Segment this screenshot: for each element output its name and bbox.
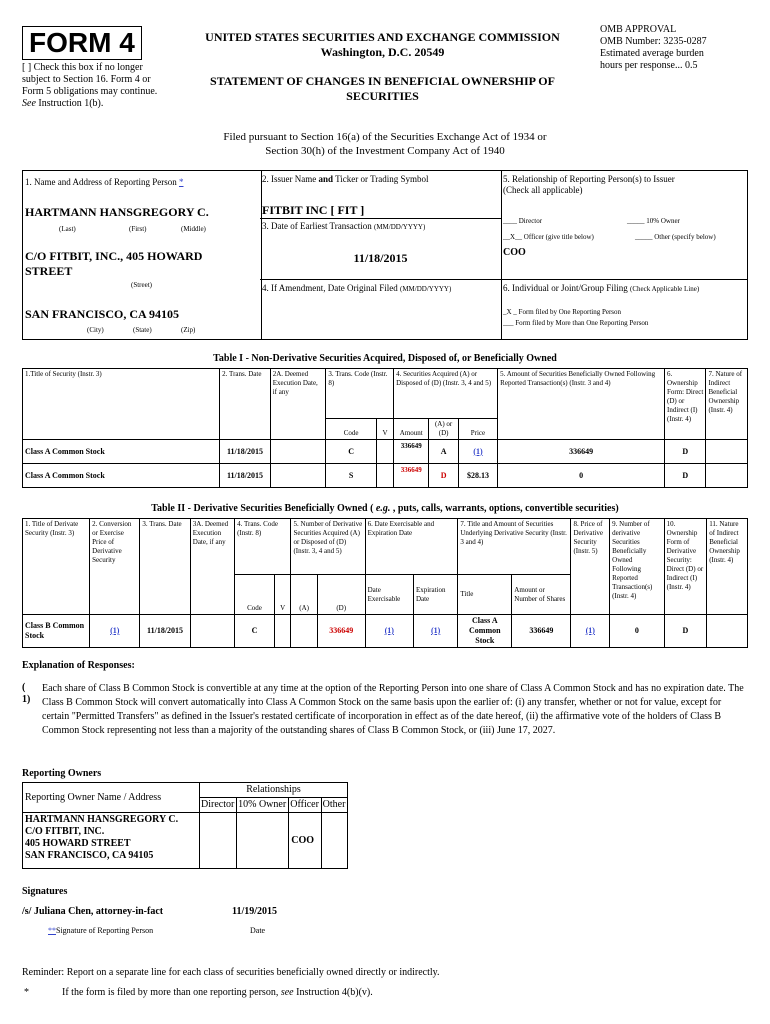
owner-other-cell [321,813,347,869]
box5-label [503,174,743,196]
t2-h6: 6. Date Exercisable and Expiration Date [365,519,458,575]
box2-and: and [318,174,333,184]
box1-ref-link[interactable]: * [178,177,184,187]
reporting-person-city: SAN FRANCISCO, CA 94105 [25,307,180,321]
t2-r1-v [274,615,291,648]
t1-h7: 7. Nature of Indirect Beneficial Ownership (Instr. 4) [706,369,748,440]
first-label: (First) [129,225,147,233]
director-option: ____ Director [503,217,543,225]
t2-h4: 4. Trans. Code (Instr. 8) [235,519,291,575]
issuer-name: FITBIT INC [ FIT ] [262,203,365,217]
owners-col-relationships: Relationships [200,783,348,798]
owner-line-1: HARTMANN HANSGREGORY C. [25,814,179,825]
t2-h2: 2. Conversion or Exercise Price of Derivative Security [90,519,140,615]
filed-pursuant [22,130,748,158]
t1-r2-code: S [326,464,377,488]
t2-r1-code: C [235,615,275,648]
owners-table [22,782,348,869]
omb-block [600,24,760,72]
owner-officer-cell: COO [289,813,321,869]
t2-h3a: 3A. Deemed Execution Date, if any [190,519,234,615]
filed-pursuant-line-2: Section 30(h) of the Investment Company Act of 1940 [265,145,505,157]
t1-r1-nature [706,440,748,464]
city-label: (City) [87,326,104,334]
t2-r1-underlying-amount: 336649 [512,615,571,648]
one-person-option: _X _ Form filed by One Reporting Person [503,308,622,316]
explanation-note-text: Each share of Class B Common Stock is convertible at any time at the option of the Reporting Person into one share of Class A Common Stock and has no expiration date. The Class B Common Stock will convert automatically into Class A Common Stock on the same basis upon the earlier of: (i) any transfer, whether or not for value, except for certain "Permitted Transfers" as defined in the Issuer's restated certificate of incorporation in effect as of the date hereof, (ii) the affirmative vote of the holders of Class B Common Stock representing not less than a majority of the outstanding shares of Class B Common Stock, or (iii) June 17, 2027. [42,683,744,736]
table2-title-pre: Table II - Derivative Securities Beneficially Owned ( [151,503,374,514]
t2-h11: 11. Nature of Indirect Beneficial Ownership (Instr. 4) [707,519,748,615]
t1-h6: 6. Ownership Form: Direct (D) or Indirect (I) (Instr. 4) [665,369,706,440]
box-issuer [260,170,502,340]
t1-sub-aord: (A) or (D) [429,419,458,440]
t1-r1-amount: 336649 [394,440,429,464]
t1-r2-owned: 0 [498,464,665,488]
box6-label-text: 6. Individual or Joint/Group Filing [503,283,628,293]
t2-r1-owned: 0 [610,615,664,648]
ten-percent-option: _____ 10% Owner [627,217,680,225]
t2-sub-code: Code [235,575,275,615]
t1-sub-v: V [376,419,393,440]
table-row [23,464,748,488]
footer-star-text [62,987,373,999]
footer-star-post: Instruction 4(b)(v). [296,987,373,998]
box3-format: (MM/DD/YYYY) [373,223,426,231]
owners-col-name: Reporting Owner Name / Address [23,783,200,813]
t2-r1-exercisable-link[interactable]: (1) [365,615,413,648]
box1-label [25,177,183,188]
explanation-heading: Explanation of Responses: [22,660,135,671]
burden-line-2: hours per response... 0.5 [600,60,698,71]
t2-h3: 3. Trans. Date [140,519,190,615]
box4-label [262,283,451,294]
t2-h9: 9. Number of derivative Securities Beneficially Owned Following Reported Transaction(s) (Instr. 4) [610,519,664,615]
signature-date: 11/19/2015 [232,906,278,917]
agency-address: Washington, D.C. 20549 [320,45,445,59]
date-label: Date [250,926,266,935]
owner-name-address [23,813,200,869]
t1-r2-aord: D [429,464,458,488]
signature-label [48,926,153,936]
t1-r1-deemed [270,440,326,464]
explanation-note-number: ( 1) [22,682,31,705]
box1-label-text: 1. Name and Address of Reporting Person [25,177,177,187]
owners-col-director: Director [200,798,237,813]
t2-h10: 10. Ownership Form of Derivative Security: Direct (D) or Indirect (I) (Instr. 4) [664,519,707,615]
owners-heading: Reporting Owners [22,768,102,779]
t1-r2-title: Class A Common Stock [23,464,220,488]
t2-sub-exercisable: Date Exercisable [365,575,413,615]
table-row [23,440,748,464]
see-text: See [22,98,36,109]
box5-sub: (Check all applicable) [503,185,583,195]
t2-r1-underlying-title: Class A Common Stock [458,615,512,648]
state-label: (State) [133,326,152,334]
omb-approval: OMB APPROVAL [600,24,677,35]
t2-sub-d: (D) [317,575,365,615]
owners-col-officer: Officer [289,798,321,813]
t2-r1-derivative-price-link[interactable]: (1) [571,615,610,648]
table2-title-post: , puts, calls, warrants, options, convertible securities) [392,503,619,514]
burden-line-1: Estimated average burden [600,48,704,59]
box4-label-text: 4. If Amendment, Date Original Filed [262,283,398,293]
t2-r1-title: Class B Common Stock [23,615,90,648]
owner-line-2: C/O FITBIT, INC. [25,826,105,837]
box-relationship [501,170,748,340]
reporting-person-name: HARTMANN HANSGREGORY C. [25,205,209,219]
street-label: (Street) [131,281,152,289]
t1-r1-title: Class A Common Stock [23,440,220,464]
divider [501,279,747,280]
owners-col-other: Other [321,798,347,813]
t1-r2-deemed [270,464,326,488]
owner-director-cell [200,813,237,869]
t2-r1-price-link[interactable]: (1) [90,615,140,648]
form-title: FORM 4 [22,26,142,60]
table2-title [22,503,748,515]
box2-label-post: Ticker or Trading Symbol [335,174,429,184]
box3-label-text: 3. Date of Earliest Transaction [262,221,372,231]
t1-r1-form: D [665,440,706,464]
instruction-ref: Instruction 1(b). [38,98,104,109]
t2-r1-nature [707,615,748,648]
t1-h3: 3. Trans. Code (Instr. 8) [326,369,394,419]
t1-r1-v [376,440,393,464]
agency-name: UNITED STATES SECURITIES AND EXCHANGE COMMISSION [205,30,560,44]
table1-title: Table I - Non-Derivative Securities Acquired, Disposed of, or Beneficially Owned [213,353,557,364]
check-box-notice [22,62,172,110]
t2-sub-title: Title [458,575,512,615]
table2 [22,518,748,648]
owner-ten-percent-cell [237,813,289,869]
t1-r1-price-link[interactable]: (1) [458,440,497,464]
t1-r2-amount: 336649 [394,464,429,488]
t1-r2-price: $28.13 [458,464,497,488]
t1-r1-owned: 336649 [498,440,665,464]
t1-r2-nature [706,464,748,488]
t2-h7: 7. Title and Amount of Securities Underlying Derivative Security (Instr. 3 and 4) [458,519,571,575]
table-row [23,813,348,869]
other-option: _____ Other (specify below) [635,233,716,241]
t1-h2a: 2A. Deemed Execution Date, if any [270,369,326,440]
t2-sub-expiration: Expiration Date [413,575,457,615]
t1-sub-price: Price [458,419,497,440]
divider [260,279,501,280]
t1-h1: 1.Title of Security (Instr. 3) [23,369,220,440]
t2-r1-deemed [190,615,234,648]
t2-r1-a [291,615,317,648]
earliest-transaction-date: 11/18/2015 [353,251,408,265]
signature-label-text: Signature of Reporting Person [56,926,154,935]
reminder-text: Reminder: Report on a separate line for each class of securities beneficially owned directly or indirectly. [22,967,440,978]
t2-sub-a: (A) [291,575,317,615]
t2-r1-form: D [664,615,707,648]
t1-r2-v [376,464,393,488]
table-row [23,615,748,648]
check-box-text: [ ] Check this box if no longer subject to Section 16. Form 4 or Form 5 obligations may continue. [22,62,158,97]
filed-pursuant-line-1: Filed pursuant to Section 16(a) of the Securities Exchange Act of 1934 or [223,131,547,143]
t2-r1-date: 11/18/2015 [140,615,190,648]
divider [260,218,501,219]
t1-r1-code: C [326,440,377,464]
box4-format: (MM/DD/YYYY) [399,285,452,293]
box3-label [262,221,425,232]
zip-label: (Zip) [181,326,196,334]
t2-r1-expiration-link[interactable]: (1) [413,615,457,648]
agency-block [175,30,590,60]
box2-label [262,174,429,185]
t1-h2: 2. Trans. Date [220,369,271,440]
t1-sub-amount: Amount [394,419,429,440]
t1-r1-aord: A [429,440,458,464]
t1-h5: 5. Amount of Securities Beneficially Owned Following Reported Transaction(s) (Instr. 3 and 4) [498,369,665,440]
officer-option: __X__ Officer (give title below) [503,233,594,241]
box5-label-text: 5. Relationship of Reporting Person(s) to Issuer [503,174,675,184]
last-label: (Last) [59,225,76,233]
t1-h4: 4. Securities Acquired (A) or Disposed of (D) (Instr. 3, 4 and 5) [394,369,498,419]
footer-star: * [24,987,29,998]
form-title-box [22,26,142,60]
t2-r1-d: 336649 [317,615,365,648]
t1-r1-date: 11/18/2015 [220,440,271,464]
table2-title-eg: e.g. [375,503,391,514]
reporting-person-street: C/O FITBIT, INC., 405 HOWARD STREET [25,249,203,278]
t1-r2-form: D [665,464,706,488]
t2-sub-v: V [274,575,291,615]
box2-label-pre: 2. Issuer Name [262,174,317,184]
footer-star-see: see [280,987,294,998]
signatures-heading: Signatures [22,886,68,897]
middle-label: (Middle) [181,225,206,233]
t2-sub-amount: Amount or Number of Shares [512,575,571,615]
t1-sub-code: Code [326,419,377,440]
omb-number: OMB Number: 3235-0287 [600,36,707,47]
box6-label [503,283,747,294]
t1-r2-date: 11/18/2015 [220,464,271,488]
signature-ref-link[interactable]: ** [48,926,56,935]
statement-title: STATEMENT OF CHANGES IN BENEFICIAL OWNERSHIP OF SECURITIES [210,74,555,103]
t2-h1: 1. Title of Derivate Security (Instr. 3) [23,519,90,615]
owners-col-ten-percent: 10% Owner [237,798,289,813]
table1 [22,368,748,488]
t2-h8: 8. Price of Derivative Security (Instr. 5) [571,519,610,615]
box6-sub: (Check Applicable Line) [630,285,700,293]
owner-line-4: SAN FRANCISCO, CA 94105 [25,850,154,861]
owner-line-3: 405 HOWARD STREET [25,838,131,849]
box-reporting-person [22,170,262,340]
footer-star-pre: If the form is filed by more than one reporting person, [62,987,279,998]
officer-title: COO [503,247,526,258]
more-persons-option: ___ Form filed by More than One Reporting Person [503,319,649,327]
signer-name: /s/ Juliana Chen, attorney-in-fact [22,906,164,917]
t2-h5: 5. Number of Derivative Securities Acquired (A) or Disposed of (D) (Instr. 3, 4 and 5) [291,519,365,575]
